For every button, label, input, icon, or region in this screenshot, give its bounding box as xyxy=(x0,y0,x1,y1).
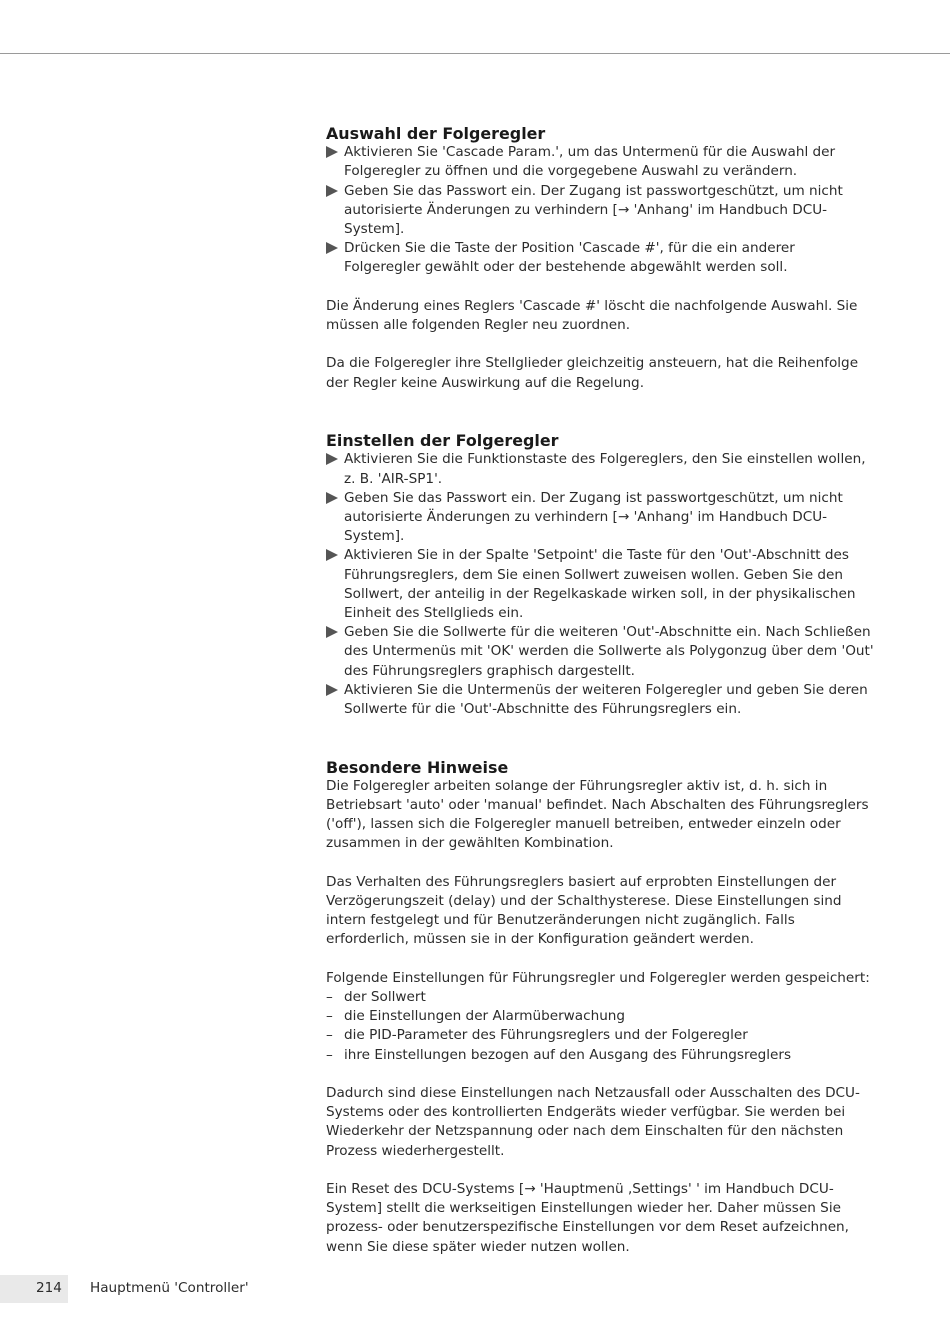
step-item xyxy=(326,143,874,181)
step-item xyxy=(326,182,874,240)
page-number: 214 xyxy=(36,1280,62,1296)
section-title-einstellen: Einstellen der Folgeregler xyxy=(326,431,559,451)
paragraph: Die Änderung eines Reglers 'Cascade #' löscht die nachfolgende Auswahl. Sie müssen alle folgenden Regler neu zuordnen. xyxy=(326,297,858,334)
paragraph: Da die Folgeregler ihre Stellglieder gleichzeitig ansteuern, hat die Reihenfolge der Regler keine Auswirkung auf die Regelung. xyxy=(326,355,859,391)
dash-bullet: – xyxy=(326,1027,333,1044)
triangle-bullet-icon xyxy=(326,549,338,561)
step-item xyxy=(326,546,874,623)
step-item xyxy=(326,450,874,488)
paragraph: Ein Reset des DCU-Systems [→ 'Hauptmenü ‚Settings' ' im Handbuch DCU-System] stellt die werkseitigen Einstellungen wieder her. Daher müssen Sie prozess- oder benutzerspezifische Einstellungen vor dem Reset aufzeichnen, wenn Sie diese später wieder nutzen wollen. xyxy=(326,1181,849,1255)
paragraph: Das Verhalten des Führungsreglers basiert auf erprobten Einstellungen der Verzögerungszeit (delay) und der Schalthysterese. Diese Einstellungen sind intern festgelegt und für Benutzeränderungen nicht zugänglich. Falls erforderlich, müssen sie in der Konfiguration geändert werden. xyxy=(326,873,842,948)
step-text: Aktivieren Sie 'Cascade Param.', um das Untermenü für die Auswahl der Folgeregler zu öffnen und die vorgegebene Auswahl zu verändern. xyxy=(344,144,836,180)
section-title-hinweise: Besondere Hinweise xyxy=(326,757,509,777)
list-item: – die PID-Parameter des Führungsreglers und der Folgeregler xyxy=(326,1026,874,1045)
step-text: Aktivieren Sie in der Spalte 'Setpoint' die Taste für den 'Out'-Abschnitt des Führungsreglers, dem Sie einen Sollwert zuweisen wollen. Geben Sie den Sollwert, der anteilig in der Regelkaskade wirken soll, in der physikalischen Einheit des Stellglieds ein. xyxy=(344,547,856,622)
step-text: Geben Sie das Passwort ein. Der Zugang ist passwortgeschützt, um nicht autorisierte Änderungen zu verhindern [→ 'Anhang' im Handbuch DCU-System]. xyxy=(344,182,843,238)
dash-bullet: – xyxy=(326,1008,333,1025)
triangle-bullet-icon xyxy=(326,492,338,504)
list-item: – die Einstellungen der Alarmüberwachung xyxy=(326,1007,874,1026)
triangle-bullet-icon xyxy=(326,185,338,197)
dash-bullet: – xyxy=(326,989,333,1006)
triangle-bullet-icon xyxy=(326,146,338,158)
step-item xyxy=(326,489,874,547)
dash-bullet: – xyxy=(326,1046,333,1063)
step-item xyxy=(326,681,874,719)
triangle-bullet-icon xyxy=(326,684,338,696)
list-item: – der Sollwert xyxy=(326,988,874,1007)
page-content xyxy=(326,124,874,1257)
list-item: – ihre Einstellungen bezogen auf den Ausgang des Führungsreglers xyxy=(326,1046,874,1065)
saved-settings-list xyxy=(326,988,874,1065)
steps-einstellen xyxy=(326,450,874,719)
triangle-bullet-icon xyxy=(326,242,338,254)
paragraph: Dadurch sind diese Einstellungen nach Netzausfall oder Ausschalten des DCU-Systems oder des kontrollierten Endgeräts wieder verfügbar. Sie werden bei Wiederkehr der Netzspannung oder nach dem Einschalten für den nächsten Prozess wiederhergestellt. xyxy=(326,1085,860,1159)
step-text: Drücken Sie die Taste der Position 'Cascade #', für die ein anderer Folgeregler gewählt oder der bestehende abgewählt werden soll. xyxy=(344,240,795,276)
step-text: Geben Sie das Passwort ein. Der Zugang ist passwortgeschützt, um nicht autorisierte Änderungen zu verhindern [→ 'Anhang' im Handbuch DCU-System]. xyxy=(344,489,843,545)
header-rule xyxy=(0,53,950,54)
triangle-bullet-icon xyxy=(326,453,338,465)
step-text: Aktivieren Sie die Funktionstaste des Folgereglers, den Sie einstellen wollen, z. B. 'AIR-SP1'. xyxy=(344,451,866,487)
steps-auswahl xyxy=(326,143,874,277)
step-item xyxy=(326,623,874,681)
triangle-bullet-icon xyxy=(326,626,338,638)
paragraph: Folgende Einstellungen für Führungsregler und Folgeregler werden gespeichert: xyxy=(326,969,870,986)
step-item xyxy=(326,239,874,277)
footer-chapter-title: Hauptmenü 'Controller' xyxy=(90,1280,249,1296)
section-title-auswahl: Auswahl der Folgeregler xyxy=(326,124,546,143)
paragraph: Die Folgeregler arbeiten solange der Führungsregler aktiv ist, d. h. sich in Betriebsart 'auto' oder 'manual' befindet. Nach Abschalten des Führungsreglers ('off'), lassen sich die Folgeregler manuell betreiben, entweder einzeln oder zusammen in der gewählten Kombination. xyxy=(326,777,869,852)
step-text: Aktivieren Sie die Untermenüs der weiteren Folgeregler und geben Sie deren Sollwerte für die 'Out'-Abschnitte des Führungsreglers ein. xyxy=(344,681,868,718)
step-text: Geben Sie die Sollwerte für die weiteren 'Out'-Abschnitte ein. Nach Schließen des Untermenüs mit 'OK' werden die Sollwerte als Polygonzug über dem 'Out' des Führungsreglers graphisch dargestellt. xyxy=(344,624,874,679)
